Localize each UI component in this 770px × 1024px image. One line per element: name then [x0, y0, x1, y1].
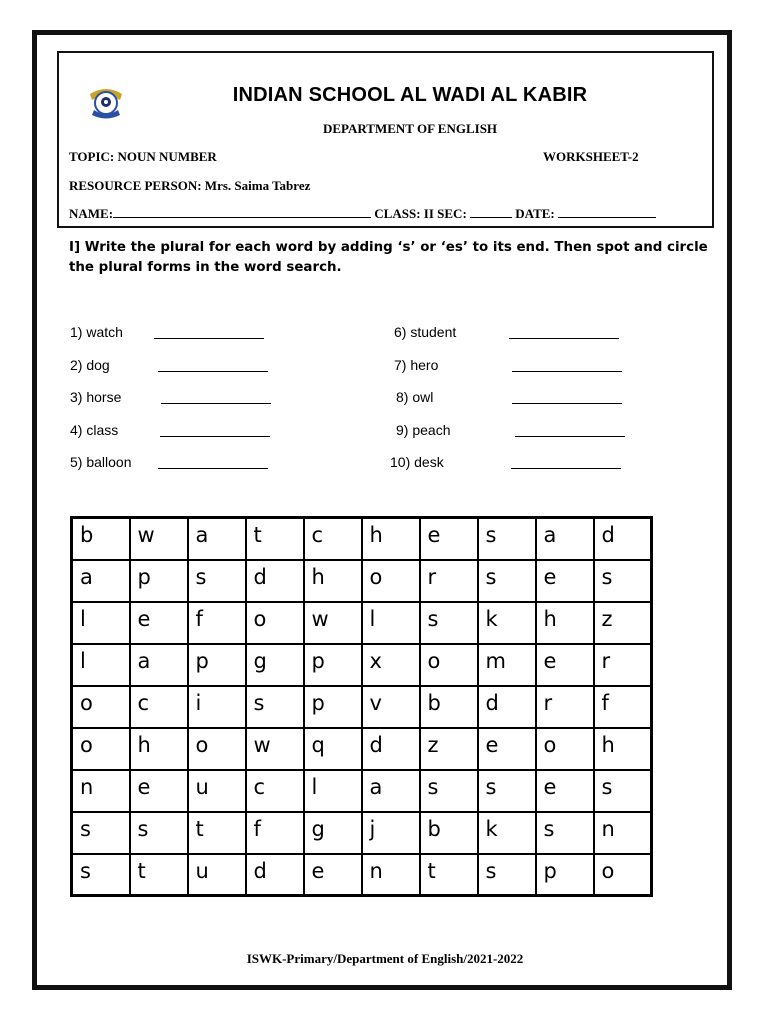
word-search-cell[interactable]: l: [362, 602, 420, 644]
answer-line[interactable]: [158, 468, 268, 469]
word-search-cell[interactable]: s: [478, 770, 536, 812]
word-search-cell[interactable]: a: [130, 644, 188, 686]
word-search-cell[interactable]: w: [130, 518, 188, 560]
word-search-cell[interactable]: b: [420, 812, 478, 854]
word-search-cell[interactable]: k: [478, 812, 536, 854]
answer-line[interactable]: [161, 403, 271, 404]
word-search-cell[interactable]: s: [420, 770, 478, 812]
word-search-cell[interactable]: g: [246, 644, 304, 686]
department-title: DEPARTMENT OF ENGLISH: [322, 121, 498, 136]
date-blank[interactable]: [558, 206, 656, 218]
word-search-row: [72, 770, 652, 812]
name-label: NAME:: [69, 206, 114, 221]
word-search-cell[interactable]: o: [362, 560, 420, 602]
question-label: 2) dog: [70, 357, 110, 373]
word-search-cell[interactable]: s: [188, 560, 246, 602]
question-label: 9) peach: [396, 422, 451, 438]
resource-person: RESOURCE PERSON: Mrs. Saima Tabrez: [69, 178, 311, 193]
word-search-cell[interactable]: x: [362, 644, 420, 686]
word-search-cell[interactable]: a: [72, 560, 130, 602]
word-search-cell[interactable]: s: [420, 602, 478, 644]
word-search-cell[interactable]: s: [536, 812, 594, 854]
answer-line[interactable]: [154, 338, 264, 339]
word-search-cell[interactable]: e: [304, 854, 362, 896]
word-search-cell[interactable]: z: [420, 728, 478, 770]
word-search-cell[interactable]: o: [594, 854, 652, 896]
answer-line[interactable]: [160, 436, 270, 437]
word-search-cell[interactable]: o: [246, 602, 304, 644]
word-search-cell[interactable]: c: [130, 686, 188, 728]
word-search-cell[interactable]: g: [304, 812, 362, 854]
word-search-cell[interactable]: e: [478, 728, 536, 770]
word-search-cell[interactable]: e: [130, 770, 188, 812]
word-search-cell[interactable]: e: [130, 602, 188, 644]
word-search-cell[interactable]: a: [188, 518, 246, 560]
word-search-cell[interactable]: h: [362, 518, 420, 560]
class-label: CLASS: II: [374, 206, 434, 221]
answer-line[interactable]: [512, 403, 622, 404]
date-label: DATE:: [515, 206, 555, 221]
word-search-cell[interactable]: j: [362, 812, 420, 854]
word-search-cell[interactable]: s: [478, 854, 536, 896]
word-search-row: [72, 644, 652, 686]
word-search-cell[interactable]: p: [304, 686, 362, 728]
question-label: 6) student: [394, 324, 457, 340]
worksheet-label: WORKSHEET-2: [543, 149, 639, 164]
word-search-cell[interactable]: t: [130, 854, 188, 896]
word-search-cell[interactable]: f: [246, 812, 304, 854]
word-search-cell[interactable]: o: [420, 644, 478, 686]
word-search-cell[interactable]: s: [478, 518, 536, 560]
word-search-cell[interactable]: d: [246, 854, 304, 896]
word-search-cell[interactable]: n: [362, 854, 420, 896]
word-search-cell[interactable]: u: [188, 770, 246, 812]
question-label: 10) desk: [390, 454, 444, 470]
word-search-cell[interactable]: h: [130, 728, 188, 770]
word-search-cell[interactable]: w: [304, 602, 362, 644]
word-search-cell[interactable]: h: [536, 602, 594, 644]
instruction-text: I] Write the plural for each word by adding ‘s’ or ‘es’ to its end. Then spot and circle the plural forms in the word search.: [69, 240, 708, 275]
word-search-cell[interactable]: i: [188, 686, 246, 728]
word-search-cell[interactable]: r: [536, 686, 594, 728]
word-search-cell[interactable]: e: [536, 644, 594, 686]
word-search-cell[interactable]: o: [188, 728, 246, 770]
word-search-cell[interactable]: m: [478, 644, 536, 686]
word-search-row: [72, 686, 652, 728]
header-box: [57, 51, 714, 228]
word-search-cell[interactable]: f: [594, 686, 652, 728]
word-search-cell[interactable]: t: [188, 812, 246, 854]
word-search-cell[interactable]: d: [594, 518, 652, 560]
word-search-cell[interactable]: c: [304, 518, 362, 560]
word-search-cell[interactable]: t: [246, 518, 304, 560]
word-search-row: [72, 854, 652, 896]
word-search-cell[interactable]: w: [246, 728, 304, 770]
word-search-cell[interactable]: a: [362, 770, 420, 812]
word-search-cell[interactable]: l: [72, 602, 130, 644]
word-search-cell[interactable]: s: [130, 812, 188, 854]
word-search-cell[interactable]: s: [478, 560, 536, 602]
footer-text: ISWK-Primary/Department of English/2021-2022: [246, 951, 524, 966]
answer-line[interactable]: [509, 338, 619, 339]
word-search-cell[interactable]: k: [478, 602, 536, 644]
word-search-cell[interactable]: f: [188, 602, 246, 644]
word-search-row: [72, 728, 652, 770]
word-search-cell[interactable]: s: [246, 686, 304, 728]
word-search-cell[interactable]: p: [536, 854, 594, 896]
question-label: 1) watch: [70, 324, 123, 340]
word-search-row: [72, 518, 652, 560]
word-search-cell[interactable]: c: [246, 770, 304, 812]
school-name: INDIAN SCHOOL AL WADI AL KABIR: [232, 84, 588, 106]
question-label: 3) horse: [70, 389, 122, 405]
word-search-cell[interactable]: e: [536, 560, 594, 602]
word-search-cell[interactable]: n: [594, 812, 652, 854]
word-search-grid: [70, 516, 653, 897]
word-search-cell[interactable]: o: [72, 728, 130, 770]
word-search-cell[interactable]: t: [420, 854, 478, 896]
sec-label: SEC:: [437, 206, 467, 221]
word-search-cell[interactable]: q: [304, 728, 362, 770]
word-search-cell[interactable]: p: [304, 644, 362, 686]
word-search-cell[interactable]: b: [420, 686, 478, 728]
word-search-cell[interactable]: v: [362, 686, 420, 728]
topic-label: TOPIC: NOUN NUMBER: [69, 149, 217, 164]
word-search-cell[interactable]: u: [188, 854, 246, 896]
answer-line[interactable]: [511, 468, 621, 469]
word-search-cell[interactable]: b: [72, 518, 130, 560]
word-search-row: [72, 560, 652, 602]
word-search-row: [72, 812, 652, 854]
word-search-cell[interactable]: d: [246, 560, 304, 602]
word-search-cell[interactable]: e: [536, 770, 594, 812]
question-label: 8) owl: [396, 389, 434, 405]
question-label: 5) balloon: [70, 454, 132, 470]
word-search-cell[interactable]: s: [594, 770, 652, 812]
student-info-line: [69, 206, 709, 222]
word-search-cell[interactable]: d: [478, 686, 536, 728]
word-search-cell[interactable]: o: [72, 686, 130, 728]
word-search-cell[interactable]: z: [594, 602, 652, 644]
word-search-cell[interactable]: s: [72, 854, 130, 896]
word-search-row: [72, 602, 652, 644]
word-search-cell[interactable]: r: [594, 644, 652, 686]
answer-line[interactable]: [158, 371, 268, 372]
word-search-cell[interactable]: h: [304, 560, 362, 602]
question-label: 7) hero: [394, 357, 439, 373]
word-search-cell[interactable]: h: [594, 728, 652, 770]
answer-line[interactable]: [512, 371, 622, 372]
word-search-cell[interactable]: e: [420, 518, 478, 560]
word-search-cell[interactable]: r: [420, 560, 478, 602]
word-search-cell[interactable]: p: [188, 644, 246, 686]
word-search-cell[interactable]: n: [72, 770, 130, 812]
word-search-cell[interactable]: p: [130, 560, 188, 602]
word-search-cell[interactable]: s: [72, 812, 130, 854]
word-search-cell[interactable]: l: [304, 770, 362, 812]
sec-blank[interactable]: [470, 206, 512, 218]
word-search-cell[interactable]: s: [594, 560, 652, 602]
answer-line[interactable]: [515, 436, 625, 437]
word-search-cell[interactable]: a: [536, 518, 594, 560]
word-search-cell[interactable]: d: [362, 728, 420, 770]
question-label: 4) class: [70, 422, 119, 438]
name-blank[interactable]: [113, 206, 371, 218]
word-search-cell[interactable]: l: [72, 644, 130, 686]
word-search-cell[interactable]: o: [536, 728, 594, 770]
